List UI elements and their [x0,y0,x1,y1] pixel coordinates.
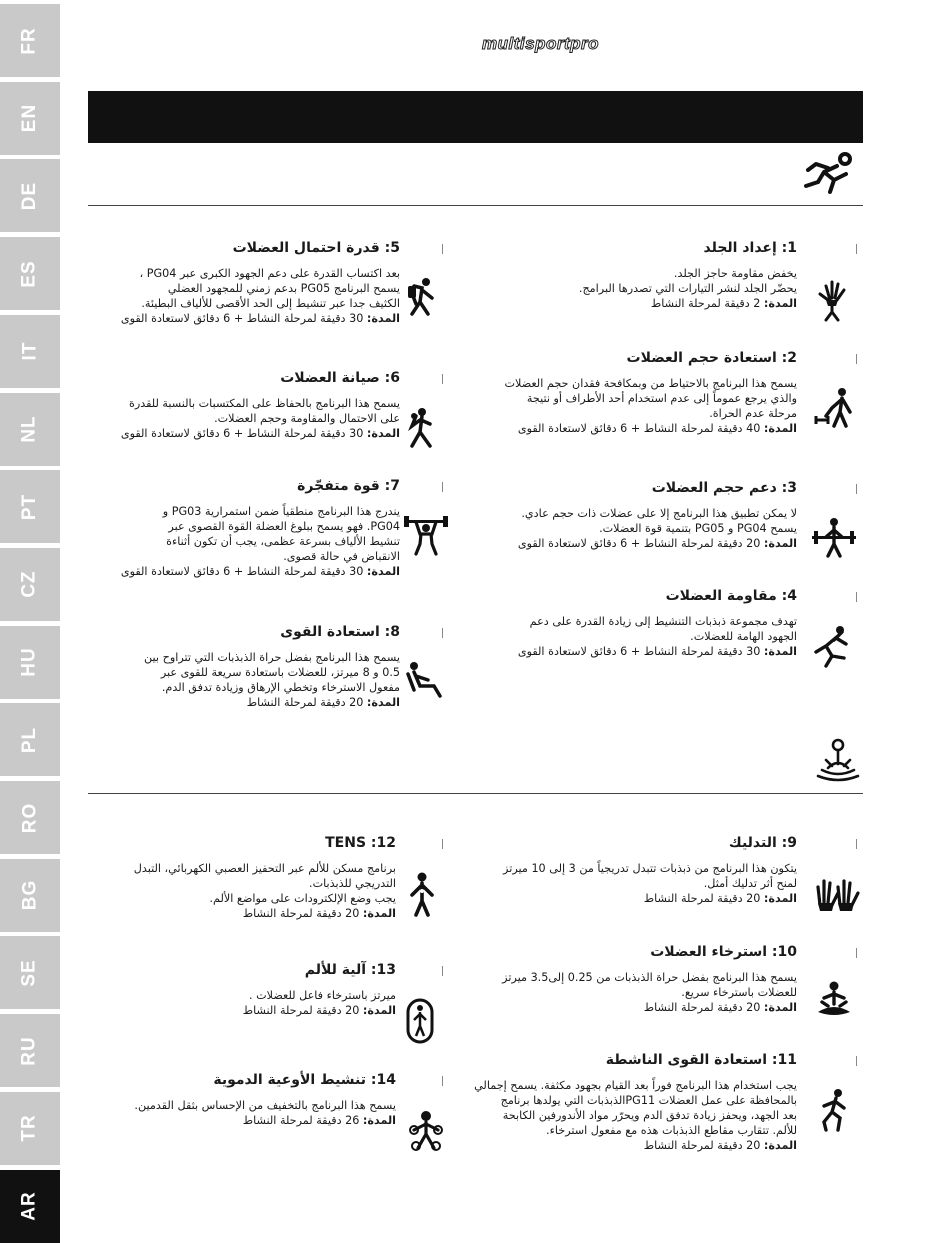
body-points-icon [406,871,452,917]
program-item [470,588,797,659]
program-item [88,478,400,579]
item-marker [856,484,857,494]
tab-language-it[interactable] [0,315,60,388]
program-duration [470,536,797,551]
duration-label: المدة: [763,537,797,550]
program-item [88,370,400,441]
program-duration [88,906,396,921]
description-line: التدريجي للذبذبات. [309,877,396,890]
description-line: PG04. فهو يسمح ببلوغ العضلة القوة القصوى عبر [168,520,400,533]
program-description [88,861,396,921]
description-line: بعد اكتساب القدرة على دعم الجهود الكبرى عبر PG04 ، [139,267,400,280]
duration-value: 30 دقيقة لمرحلة النشاط + 6 دقائق لاستعادة القوى [120,565,364,578]
program-title: 13: آلية للألم [304,962,396,978]
program-duration [456,891,797,906]
program-item [88,240,400,326]
program-title: 9: التدليك [728,835,797,851]
description-line: يسمح هذا البرنامج بفضل حراة الذبذبات من 0.25 إلى3.5 ميرتز [502,971,797,984]
description-line: يندرج هذا البرنامج منطقياً ضمن استمرارية PG03 و [162,505,400,518]
item-marker [442,628,443,638]
tab-label: NL [18,415,40,443]
barbell-person-icon [812,516,858,562]
description-line: مفعول الاسترخاء وتخطي الإرهاق وزيادة تدفق الدم. [161,681,400,694]
item-marker [442,482,443,492]
duration-value: 2 دقيقة لمرحلة النشاط [650,297,761,310]
tab-label: SE [18,959,40,987]
duration-label: المدة: [362,1114,396,1127]
description-line: والذي يرجع عموماً إلى عدم استخدام أحد الأطراف أو نتيجة [526,392,797,405]
duration-value: 20 دقيقة لمرحلة النشاط [643,892,761,905]
tab-label: ES [18,259,40,288]
description-line: تنشيط الألياف بسرعة عظمى، يجب أن تكون أثناءة [166,535,400,548]
item-marker [856,244,857,254]
tab-label: IT [18,341,40,361]
tab-language-ro[interactable] [0,781,60,854]
program-description [470,376,797,436]
duration-value: 20 دقيقة لمرحلة النشاط [643,1139,761,1152]
tab-label: FR [18,26,40,55]
duration-label: المدة: [362,907,396,920]
duration-label: المدة: [366,427,400,440]
hiker-icon [404,276,450,322]
program-duration [456,1138,797,1153]
tab-language-fr[interactable] [0,4,60,77]
description-line: للعضلات باسترخاء سريع. [681,986,797,999]
program-title: 1: إعداد الجلد [703,240,797,256]
duration-label: المدة: [366,312,400,325]
item-marker [856,592,857,602]
item-marker [442,1076,443,1086]
description-line: لمنح أثر تدليك أمثل. [703,877,797,890]
tab-language-se[interactable] [0,936,60,1009]
program-description [456,861,797,906]
duration-value: 40 دقيقة لمرحلة النشاط + 6 دقائق لاستعادة القوى [517,422,761,435]
item-marker [442,966,443,976]
program-duration [88,564,400,579]
duration-value: 30 دقيقة لمرحلة النشاط + 6 دقائق لاستعادة القوى [120,312,364,325]
program-item [456,835,797,906]
program-description [88,988,396,1018]
program-duration [470,421,797,436]
item-marker [856,948,857,958]
program-duration [88,1003,396,1018]
circulation-icon [406,1108,452,1154]
program-item [88,962,396,1018]
duration-label: المدة: [763,422,797,435]
description-line: ميرتز باسترخاء فاعل للعضلات . [249,989,396,1002]
tab-language-hu[interactable] [0,626,60,699]
weightlifter-icon [404,514,450,560]
program-title: 2: استعادة حجم العضلات [626,350,797,366]
jogger-icon [814,1088,860,1134]
tab-label: CZ [18,570,40,599]
description-line: يجب استخدام هذا البرنامج فوراً بعد القيام بجهود مكثفة. يسمح إجمالي [474,1079,797,1092]
description-line: بعد الجهد، ويحفز زيادة تدفق الدم ويحرّر مواد الأندورفين الكابحة [502,1109,797,1122]
duration-value: 20 دقيقة لمرحلة النشاط [242,907,360,920]
tab-label: DE [19,181,40,211]
program-item [470,240,797,311]
description-line: يسمح هذا البرنامج بالتخفيف من الإحساس بثقل القدمين. [134,1099,396,1112]
description-line: يسمح هذا البرنامج بالحفاظ على المكتسبات بالنسبة للقدرة [128,397,400,410]
duration-value: 30 دقيقة لمرحلة النشاط + 6 دقائق لاستعادة القوى [517,645,761,658]
description-line: الانقباض في حالة قصوى. [283,550,400,563]
brand-logo: multisportpro [482,34,599,53]
dumbbell-person-icon [812,386,858,432]
program-description [88,650,400,710]
description-line: 0.5 و 8 ميرتز، للعضلات باستعادة سريعة للقوى عبر [160,666,400,679]
item-marker [856,354,857,364]
program-title: 3: دعم حجم العضلات [651,480,797,496]
tab-label: EN [19,103,40,133]
program-description [456,1078,797,1153]
item-marker [442,839,443,849]
tab-label: PT [19,493,40,520]
duration-label: المدة: [763,1139,797,1152]
program-item [456,944,797,1015]
description-line: للألم. تتقارب مقاطع الذبذبات هذه مع مفعول استرخاء. [546,1124,797,1137]
boxer-icon [404,406,450,452]
tab-language-en[interactable] [0,82,60,155]
program-title: 8: استعادة القوى [280,624,400,640]
lotus-icon [814,980,860,1026]
program-title: TENS :12 [325,835,396,851]
program-title: 10: استرخاء العضلات [650,944,797,960]
program-title: 5: قدرة احتمال العضلات [232,240,400,256]
program-description [470,266,797,311]
seated-rest-icon [404,660,450,706]
tab-label: HU [18,647,40,677]
program-description [88,1098,396,1128]
description-line: تهدف مجموعة ذبذبات التنشيط إلى زيادة القدرة على دعم [529,615,797,628]
tab-language-es[interactable] [0,237,60,310]
description-line: يتكون هذا البرنامج من ذبذبات تتبدل تدريجياً من 3 إلى 10 ميرتز [503,862,797,875]
description-line: يخفض مقاومة حاجز الجلد. [673,267,797,280]
description-line: يسمح PG04 و PG05 بتنمية قوة العضلات. [599,522,797,535]
tab-language-ru[interactable] [0,1014,60,1087]
top-divider [88,205,863,206]
description-line: برنامج مسكن للألم عبر التحفيز العصبي الكهربائي، التبدل [133,862,396,875]
item-marker [442,244,443,254]
tab-label: RU [18,1035,40,1066]
duration-value: 20 دقيقة لمرحلة النشاط + 6 دقائق لاستعادة القوى [517,537,761,550]
runner-icon [800,150,858,196]
tab-label: TR [18,1114,40,1142]
program-item [470,350,797,436]
description-line: يحضّر الجلد لنشر التيارات التي تصدرها البرامج. [578,282,797,295]
tab-label: BG [19,879,40,911]
duration-label: المدة: [362,1004,396,1017]
tab-language-de[interactable] [0,159,60,232]
program-description [88,266,400,326]
meditation-icon [814,738,862,782]
duration-label: المدة: [763,297,797,310]
language-tabs [0,0,60,1242]
tab-language-tr[interactable] [0,1092,60,1165]
duration-value: 20 دقيقة لمرحلة النشاط [246,696,364,709]
bottom-divider [88,793,863,794]
tab-label: RO [19,802,40,833]
program-duration [470,644,797,659]
duration-value: 26 دقيقة لمرحلة النشاط [242,1114,360,1127]
program-item [470,480,797,551]
description-line: الكثيف جدا عبر تنشيط إلى الحد الأقصى للألياف البطيئة. [141,297,400,310]
program-item [456,1052,797,1153]
description-line: لا يمكن تطبيق هذا البرنامج إلا على عضلات ذات حجم عادي. [521,507,797,520]
tab-label: PL [19,726,40,753]
sprinter-icon [812,624,858,670]
tab-language-bg[interactable] [0,859,60,932]
program-title: 7: قوة متفجّرة [297,478,400,494]
hand-wave-icon [812,276,858,322]
body-frame-icon [406,998,452,1044]
description-line: مرحلة عدم الحراة. [709,407,797,420]
program-item [88,1072,396,1128]
description-line: على الاحتمال والمقاومة وحجم العضلات. [214,412,400,425]
tab-language-pl[interactable] [0,703,60,776]
duration-label: المدة: [763,1001,797,1014]
duration-label: المدة: [763,645,797,658]
program-duration [88,311,400,326]
duration-label: المدة: [366,565,400,578]
description-line: بالمحافظة على عمل العضلات PG11الذبذبات التي يولدها برنامج [500,1094,797,1107]
program-title: 4: مقاومة العضلات [665,588,797,604]
header-bar [88,91,863,143]
description-line: يسمح هذا البرنامج بالاحتياط من وبمكافحة فقدان حجم العضلات [504,377,797,390]
massage-hands-icon [814,871,860,917]
duration-value: 30 دقيقة لمرحلة النشاط + 6 دقائق لاستعادة القوى [120,427,364,440]
duration-value: 20 دقيقة لمرحلة النشاط [643,1001,761,1014]
tab-language-nl[interactable] [0,393,60,466]
program-title: 14: تنشيط الأوعية الدموية [213,1072,396,1088]
description-line: الجهود الهامة للعضلات. [690,630,797,643]
program-duration [88,426,400,441]
item-marker [442,374,443,384]
tab-language-ar[interactable] [0,1170,60,1243]
duration-label: المدة: [366,696,400,709]
program-duration [88,1113,396,1128]
program-description [88,504,400,579]
program-description [470,506,797,551]
description-line: يسمح البرنامج PG05 بدعم زمني للمجهود العضلي [167,282,400,295]
program-duration [456,1000,797,1015]
tab-label: AR [18,1191,40,1221]
program-title: 11: استعادة القوى الناشطة [605,1052,797,1068]
program-item [88,835,396,921]
description-line: يجب وضع الإلكترودات على مواضع الألم. [209,892,396,905]
program-description [470,614,797,659]
item-marker [856,1056,857,1066]
program-description [88,396,400,441]
item-marker [856,839,857,849]
description-line: يسمح هذا البرنامج بفضل حراة الذبذبات التي تتراوح بين [144,651,400,664]
duration-value: 20 دقيقة لمرحلة النشاط [242,1004,360,1017]
program-title: 6: صيانة العضلات [280,370,400,386]
program-duration [88,695,400,710]
program-item [88,624,400,710]
tab-language-cz[interactable] [0,548,60,621]
tab-language-pt[interactable] [0,470,60,543]
program-duration [470,296,797,311]
program-description [456,970,797,1015]
duration-label: المدة: [763,892,797,905]
